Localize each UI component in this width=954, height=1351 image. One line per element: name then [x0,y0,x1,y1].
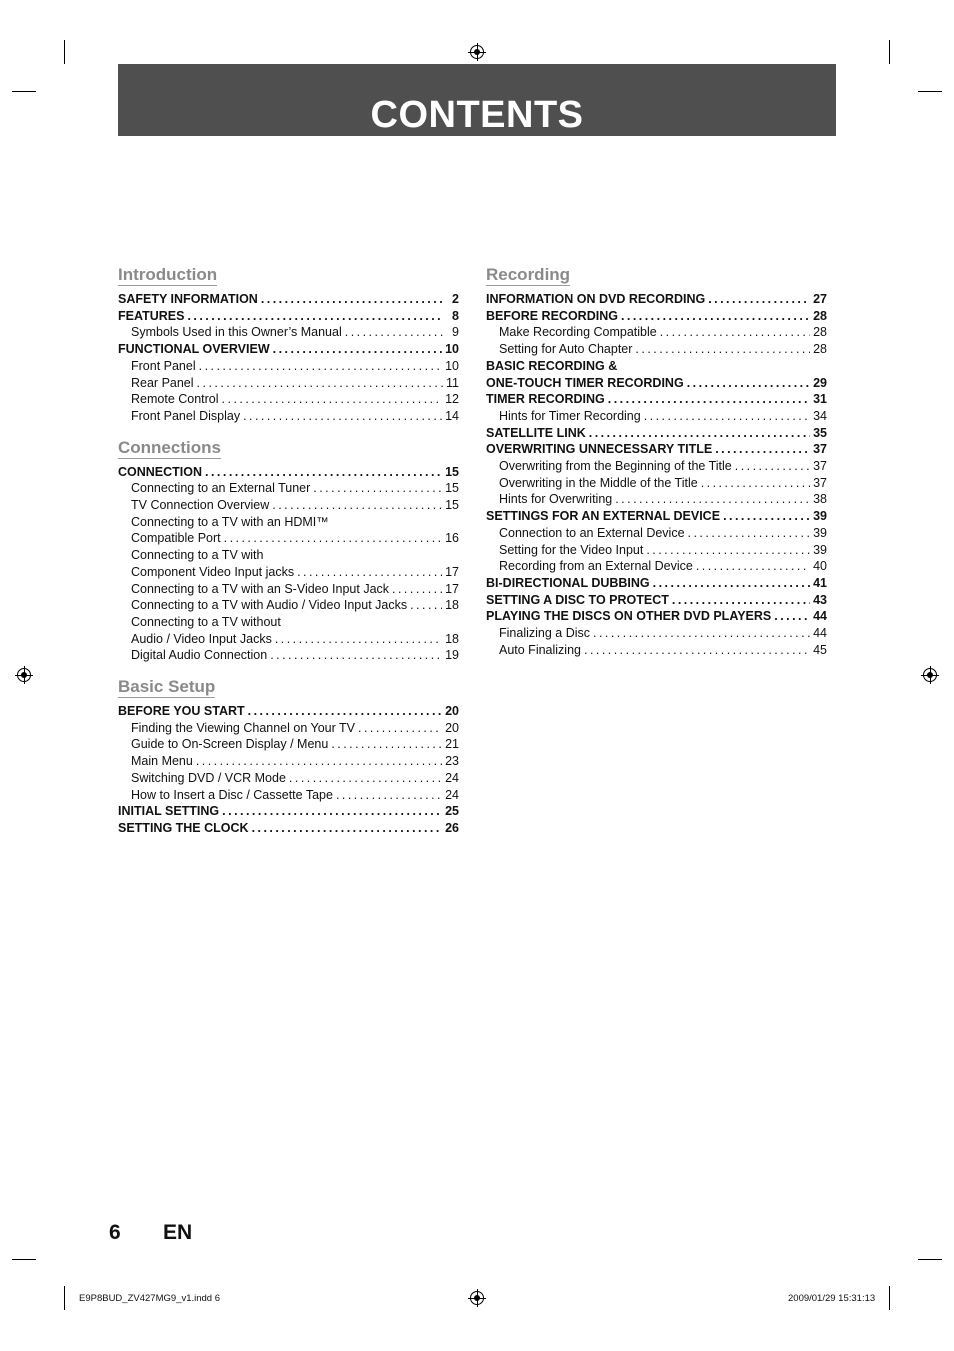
toc-entry-label: FUNCTIONAL OVERVIEW [118,342,270,357]
dot-leader [723,508,810,525]
dot-leader [687,375,810,392]
toc-entry-label: Compatible Port [131,531,221,546]
toc-entry-label: SATELLITE LINK [486,425,586,440]
toc-entry-page: 11 [446,375,459,390]
toc-entry[interactable] [118,631,459,648]
toc-entry-label: TV Connection Overview [131,498,270,513]
toc-entry-label: BI-DIRECTIONAL DUBBING [486,575,650,590]
toc-entry-label: FEATURES [118,308,185,323]
dot-leader [635,341,810,358]
toc-entry-label: Digital Audio Connection [131,648,268,663]
dot-leader [644,408,810,425]
toc-entry[interactable] [118,341,459,358]
toc-entry-label: Connecting to a TV with an HDMI™ [131,514,329,529]
toc-entry[interactable] [118,514,459,531]
section-heading-text: Connections [118,437,221,457]
toc-entry-page: 38 [813,492,827,507]
toc-entry-label: SETTING THE CLOCK [118,820,249,835]
dot-leader [672,592,810,609]
toc-entry[interactable] [118,408,459,425]
toc-section [118,437,459,664]
toc-entry-page: 24 [445,770,459,785]
toc-entry-label: How to Insert a Disc / Cassette Tape [131,787,333,802]
toc-entry-label: BEFORE RECORDING [486,308,618,323]
toc-entry-label: Connecting to a TV with an S-Video Input Jack [131,581,390,596]
toc-entry[interactable] [118,597,459,614]
toc-entry[interactable] [118,530,459,547]
toc-entry-page: 28 [813,342,827,357]
toc-entry-label: Hints for Timer Recording [499,408,641,423]
toc-entry[interactable] [118,324,459,341]
toc-section [486,264,827,658]
toc-entry-page: 29 [813,375,827,390]
dot-leader [243,408,442,425]
dot-leader [270,647,442,664]
dot-leader [248,703,442,720]
toc-entry-label: Recording from an External Device [499,559,693,574]
page-title: CONTENTS [370,94,584,136]
section-heading [486,264,827,287]
dot-leader [224,530,442,547]
dot-leader [205,464,442,481]
toc-entry-label: CONNECTION [118,464,203,479]
crop-mark [12,1259,36,1260]
toc-entry-label: Main Menu [131,754,193,769]
toc-section [118,264,459,425]
toc-entry-label: INITIAL SETTING [118,804,220,819]
title-banner [118,64,836,136]
toc-entry[interactable] [118,720,459,737]
dot-leader [331,736,442,753]
toc-entry[interactable] [118,803,459,820]
toc-entry-label: OVERWRITING UNNECESSARY TITLE [486,442,713,457]
toc-entry-label: Connecting to an External Tuner [131,481,311,496]
dot-leader [608,391,810,408]
toc-entry[interactable] [486,341,827,358]
toc-entry-page: 24 [445,787,459,802]
toc-entry-page: 9 [452,325,459,340]
toc-entry-page: 18 [445,598,459,613]
toc-entry-label: Guide to On-Screen Display / Menu [131,737,329,752]
toc-entry-label: Setting for the Video Input [499,542,644,557]
toc-entry-label: Connecting to a TV with Audio / Video Input Jacks [131,598,408,613]
dot-leader [313,480,442,497]
language-code: EN [163,1221,193,1244]
toc-entry-page: 34 [813,408,827,423]
section-heading [118,437,459,460]
toc-entry-label: SAFETY INFORMATION [118,292,258,306]
dot-leader [261,291,444,308]
toc-entry[interactable] [486,308,827,325]
toc-entry-page: 21 [445,737,459,752]
toc-entry[interactable] [118,753,459,770]
toc-entry-label: Overwriting from the Beginning of the Title [499,459,732,474]
section-heading [118,676,459,699]
toc-entry-page: 12 [445,392,459,407]
crop-mark [889,40,890,64]
toc-entry-page: 41 [813,575,827,590]
toc-entry-page: 2 [452,292,459,306]
toc-entry[interactable] [118,358,459,375]
crop-mark [64,40,65,64]
toc-entry[interactable] [118,547,459,564]
toc-entry[interactable] [486,608,827,625]
toc-entry[interactable] [118,564,459,581]
toc-entry-page: 14 [445,408,459,423]
toc-entry-page: 40 [813,559,827,574]
toc-entry-label: SETTINGS FOR AN EXTERNAL DEVICE [486,509,721,524]
toc-entry[interactable] [118,736,459,753]
toc-entry-label: Finding the Viewing Channel on Your TV [131,720,356,735]
dot-leader [272,497,442,514]
toc-entry-label: Front Panel Display [131,408,241,423]
toc-entry[interactable] [118,581,459,598]
dot-leader [735,458,810,475]
toc-entry[interactable] [486,508,827,525]
toc-entry[interactable] [486,408,827,425]
registration-mark-icon [470,45,484,59]
crop-mark [918,1259,942,1260]
dot-leader [584,642,810,659]
toc-entry-page: 37 [813,459,827,474]
dot-leader [701,475,810,492]
toc-entry-label: Component Video Input jacks [131,564,295,579]
dot-leader [197,375,443,392]
crop-mark [12,91,36,92]
dot-leader [410,597,442,614]
toc-entry-label: Connecting to a TV without [131,614,281,629]
toc-entry[interactable] [486,491,827,508]
toc-entry-page: 39 [813,525,827,540]
dot-leader [615,491,810,508]
toc-entry-label: INFORMATION ON DVD RECORDING [486,292,706,306]
registration-mark-icon [470,1291,484,1305]
toc-entry-page: 15 [445,498,459,513]
toc-entry-page: 27 [813,292,827,306]
toc-section [118,676,459,837]
print-timestamp: 2009/01/29 15:31:13 [788,1293,876,1304]
toc-entry-label: Make Recording Compatible [499,325,657,340]
toc-entry-page: 23 [445,754,459,769]
dot-leader [196,753,442,770]
toc-entry[interactable] [118,703,459,720]
toc-entry[interactable] [486,324,827,341]
toc-entry-label: Connection to an External Device [499,525,685,540]
toc-entry[interactable] [486,391,827,408]
dot-leader [222,391,443,408]
toc-entry[interactable] [486,625,827,642]
dot-leader [593,625,810,642]
toc-entry[interactable] [486,642,827,659]
dot-leader [252,820,443,837]
dot-leader [289,770,442,787]
toc-entry-label: Switching DVD / VCR Mode [131,770,286,785]
toc-entry[interactable] [486,358,827,375]
toc-entry[interactable] [486,458,827,475]
toc-entry[interactable] [486,441,827,458]
toc-entry[interactable] [118,820,459,837]
toc-entry-label: Front Panel [131,358,196,373]
section-heading-text: Basic Setup [118,677,216,697]
toc-entry-page: 25 [445,804,459,819]
toc-entry-label: SETTING A DISC TO PROTECT [486,592,669,607]
toc-entry-page: 17 [445,581,459,596]
toc-entry-label: Symbols Used in this Owner’s Manual [131,325,342,340]
crop-mark [64,1286,65,1310]
toc-entry[interactable] [118,375,459,392]
dot-leader [297,564,442,581]
dot-leader [646,542,810,559]
toc-entry[interactable] [486,575,827,592]
toc-right-column [486,264,827,670]
toc-entry[interactable] [118,647,459,664]
dot-leader [336,787,442,804]
toc-entry-page: 35 [813,425,827,440]
page-number: 6 [109,1221,121,1244]
toc-entry-page: 17 [445,564,459,579]
toc-entry-page: 45 [813,642,827,657]
toc-entry-page: 28 [813,308,827,323]
toc-entry-page: 10 [445,358,459,373]
toc-entry-label: Rear Panel [131,375,194,390]
toc-entry-page: 19 [445,648,459,663]
toc-entry[interactable] [118,480,459,497]
crop-mark [918,91,942,92]
dot-leader [589,425,810,442]
toc-entry-label: Audio / Video Input Jacks [131,631,272,646]
toc-entry-label: Connecting to a TV with [131,548,264,563]
section-heading-text: Introduction [118,265,218,284]
crop-mark [889,1286,890,1310]
toc-entry-label: Finalizing a Disc [499,626,591,641]
toc-entry-label: Overwriting in the Middle of the Title [499,475,698,490]
toc-entry-page: 37 [813,442,827,457]
dot-leader [715,441,810,458]
dot-leader [688,525,811,542]
dot-leader [345,324,444,341]
section-heading-text: Recording [486,265,571,284]
toc-entry-page: 20 [445,720,459,735]
toc-entry-label: BASIC RECORDING & [486,358,618,373]
dot-leader [392,581,442,598]
toc-entry[interactable] [118,464,459,481]
toc-left-column [118,264,459,849]
dot-leader [696,558,810,575]
dot-leader [222,803,442,820]
toc-entry-label: Hints for Overwriting [499,492,613,507]
registration-mark-icon [17,668,31,682]
toc-entry[interactable] [118,497,459,514]
toc-entry-page: 44 [813,626,827,641]
print-filename: E9P8BUD_ZV427MG9_v1.indd 6 [79,1293,220,1304]
toc-entry[interactable] [486,475,827,492]
toc-entry-label: BEFORE YOU START [118,704,245,719]
toc-entry-page: 10 [445,342,459,357]
toc-entry-page: 18 [445,631,459,646]
dot-leader [708,291,810,308]
toc-entry[interactable] [486,425,827,442]
toc-entry[interactable] [118,770,459,787]
toc-entry[interactable] [486,542,827,559]
toc-entry-page: 44 [813,609,827,624]
toc-entry-label: Remote Control [131,392,219,407]
toc-entry-page: 28 [813,325,827,340]
toc-entry-label: TIMER RECORDING [486,392,605,407]
toc-entry[interactable] [118,614,459,631]
toc-entry[interactable] [486,592,827,609]
dot-leader [653,575,810,592]
toc-entry-label: PLAYING THE DISCS ON OTHER DVD PLAYERS [486,609,772,624]
toc-entry[interactable] [486,558,827,575]
toc-entry[interactable] [118,308,459,325]
dot-leader [660,324,810,341]
toc-entry-label: Auto Finalizing [499,642,581,657]
toc-entry-page: 8 [452,308,459,323]
toc-entry-page: 39 [813,542,827,557]
toc-entry-label: Setting for Auto Chapter [499,342,633,357]
toc-entry-page: 39 [813,509,827,524]
toc-entry[interactable] [486,525,827,542]
dot-leader [621,308,810,325]
toc-entry-page: 15 [445,464,459,479]
toc-entry-page: 20 [445,704,459,719]
toc-entry-page: 31 [813,392,827,407]
dot-leader [199,358,442,375]
toc-entry-page: 15 [445,481,459,496]
dot-leader [187,308,444,325]
toc-entry[interactable] [486,375,827,392]
toc-entry[interactable] [118,391,459,408]
dot-leader [273,341,442,358]
toc-entry[interactable] [118,291,459,308]
section-heading [118,264,459,287]
toc-entry-page: 37 [813,475,827,490]
registration-mark-icon [923,668,937,682]
dot-leader [774,608,810,625]
toc-entry-label: ONE-TOUCH TIMER RECORDING [486,375,684,390]
toc-entry-page: 43 [813,592,827,607]
toc-entry[interactable] [486,291,827,308]
toc-entry[interactable] [118,787,459,804]
toc-entry-page: 26 [445,820,459,835]
dot-leader [275,631,442,648]
dot-leader [358,720,442,737]
toc-entry-page: 16 [445,531,459,546]
